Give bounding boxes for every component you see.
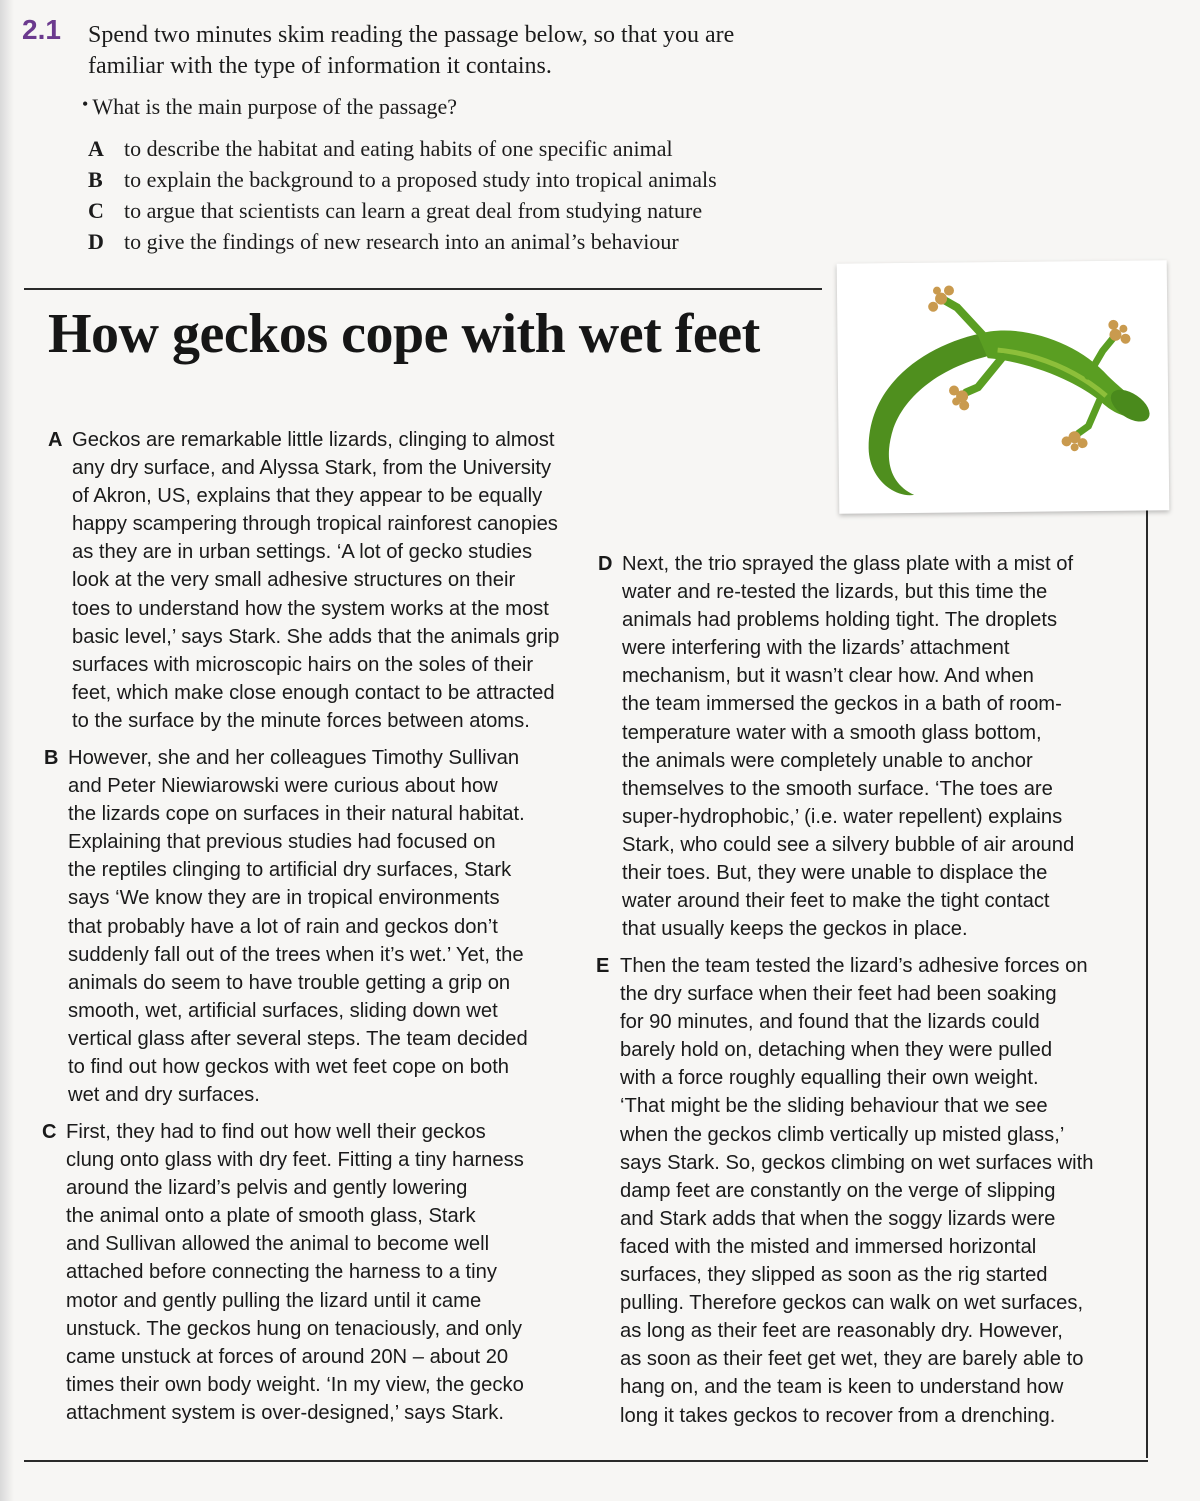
- text-line: motor and gently pulling the lizard until it came: [66, 1289, 482, 1312]
- text-line: Explaining that previous studies had focused on: [68, 831, 496, 854]
- paragraph-text: [620, 952, 1093, 1430]
- text-line: mechanism, but it wasn’t clear how. And when: [622, 665, 1034, 688]
- text-line: ‘That might be the sliding behaviour that we see: [620, 1095, 1048, 1118]
- question-text: What is the main purpose of the passage?: [92, 94, 458, 119]
- text-line: feet, which make close enough contact to be attracted: [72, 681, 555, 704]
- scan-edge-shadow: [0, 0, 14, 1501]
- text-line: clung onto glass with dry feet. Fitting a tiny harness: [66, 1149, 524, 1172]
- text-line: toes to understand how the system works at the most: [72, 597, 549, 620]
- text-line: look at the very small adhesive structures on their: [72, 569, 516, 592]
- text-line: came unstuck at forces of around 20N – about 20: [66, 1345, 509, 1368]
- text-line: attached before connecting the harness to a tiny: [66, 1261, 497, 1284]
- instruction-line: familiar with the type of information it contains.: [88, 53, 552, 79]
- text-line: temperature water with a smooth glass bottom,: [622, 721, 1042, 744]
- text-line: when the geckos climb vertically up misted glass,’: [620, 1123, 1065, 1146]
- text-line: water around their feet to make the tight contact: [622, 890, 1050, 913]
- option-text: to describe the habitat and eating habits of one specific animal: [124, 136, 673, 161]
- instruction-line: Spend two minutes skim reading the passage below, so that you are: [88, 22, 735, 48]
- option-a[interactable]: [88, 136, 717, 167]
- text-line: attachment system is over-designed,’ says Stark.: [66, 1401, 504, 1424]
- question: [82, 94, 457, 120]
- text-line: and Sullivan allowed the animal to become well: [66, 1233, 490, 1256]
- paragraph-label: D: [598, 553, 613, 575]
- paragraph-text: [68, 744, 528, 1109]
- paragraph-label: B: [44, 747, 59, 769]
- text-line: unstuck. The geckos hung on tenaciously, and only: [66, 1317, 523, 1340]
- text-line: animals had problems holding tight. The droplets: [622, 609, 1058, 632]
- text-line: of Akron, US, explains that they appear to be equally: [72, 485, 543, 508]
- text-line: pulling. Therefore geckos can walk on wet surfaces,: [620, 1292, 1084, 1315]
- gecko-icon: [837, 260, 1170, 513]
- text-line: faced with the misted and immersed horizontal: [620, 1235, 1037, 1258]
- text-line: that usually keeps the geckos in place.: [622, 918, 968, 941]
- text-line: the dry surface when their feet had been soaking: [620, 983, 1057, 1006]
- text-line: Then the team tested the lizard’s adhesive forces on: [620, 955, 1088, 977]
- text-line: around the lizard’s pelvis and gently lowering: [66, 1177, 468, 1200]
- text-line: to find out how geckos with wet feet cope on both: [68, 1056, 510, 1079]
- text-line: and Peter Niewiarowski were curious about how: [68, 775, 498, 798]
- text-line: animals do seem to have trouble getting a grip on: [68, 971, 511, 994]
- text-line: were interfering with the lizards’ attachment: [622, 637, 1010, 660]
- exercise-instruction: [88, 20, 888, 82]
- text-line: suddenly fall out of the trees when it’s wet.’ Yet, the: [68, 943, 524, 966]
- bullet-icon: •: [82, 94, 89, 114]
- article-right-rule: [1146, 508, 1148, 1458]
- text-line: Geckos are remarkable little lizards, clinging to almost: [72, 429, 555, 451]
- text-line: their toes. But, they were unable to displace the: [622, 862, 1048, 885]
- gecko-photo: [837, 260, 1170, 513]
- text-line: and Stark adds that when the soggy lizards were: [620, 1207, 1056, 1230]
- text-line: Next, the trio sprayed the glass plate with a mist of: [622, 553, 1074, 575]
- text-line: times their own body weight. ‘In my view, the gecko: [66, 1373, 524, 1396]
- text-line: to the surface by the minute forces between atoms.: [72, 709, 530, 732]
- option-letter: C: [88, 198, 104, 223]
- option-text: to explain the background to a proposed study into tropical animals: [124, 167, 717, 192]
- text-line: barely hold on, detaching when they were pulled: [620, 1039, 1053, 1062]
- text-line: for 90 minutes, and found that the lizards could: [620, 1011, 1040, 1034]
- text-line: surfaces, they slipped as soon as the rig started: [620, 1264, 1048, 1287]
- text-line: the lizards cope on surfaces in their natural habitat.: [68, 803, 525, 826]
- article-title: How geckos cope with wet feet: [48, 303, 760, 365]
- option-letter: D: [88, 229, 104, 254]
- text-line: basic level,’ says Stark. She adds that the animals grip: [72, 625, 560, 648]
- text-line: happy scampering through tropical rainforest canopies: [72, 513, 558, 536]
- text-line: damp feet are constantly on the verge of slipping: [620, 1179, 1056, 1202]
- option-letter: B: [88, 167, 103, 192]
- paragraph-text: [622, 550, 1074, 943]
- text-line: says Stark. So, geckos climbing on wet surfaces with: [620, 1151, 1094, 1174]
- option-b[interactable]: [88, 167, 717, 198]
- paragraph-text: [72, 426, 559, 735]
- text-line: the animal onto a plate of smooth glass, Stark: [66, 1205, 476, 1228]
- text-line: as soon as their feet get wet, they are barely able to: [620, 1348, 1084, 1371]
- text-line: with a force roughly equalling their own weight.: [620, 1067, 1039, 1090]
- text-line: vertical glass after several steps. The team decided: [68, 1027, 528, 1050]
- paragraph-label: A: [48, 429, 63, 451]
- paragraph-label: C: [42, 1121, 57, 1143]
- text-line: that probably have a lot of rain and geckos don’t: [68, 915, 498, 938]
- option-text: to argue that scientists can learn a great deal from studying nature: [124, 198, 703, 223]
- text-line: First, they had to find out how well their geckos: [66, 1121, 486, 1143]
- exercise-number: 2.1: [22, 14, 61, 45]
- paragraph-text: [66, 1118, 524, 1427]
- text-line: super-hydrophobic,’ (i.e. water repellent) explains: [622, 805, 1063, 828]
- option-text: to give the findings of new research into an animal’s behaviour: [124, 229, 679, 254]
- answer-options: [88, 136, 717, 260]
- text-line: any dry surface, and Alyssa Stark, from the University: [72, 457, 552, 480]
- text-line: water and re-tested the lizards, but this time the: [622, 581, 1048, 604]
- text-line: themselves to the smooth surface. ‘The toes are: [622, 777, 1053, 800]
- text-line: wet and dry surfaces.: [68, 1084, 260, 1107]
- option-letter: A: [88, 136, 104, 161]
- option-c[interactable]: [88, 198, 717, 229]
- text-line: surfaces with microscopic hairs on the soles of their: [72, 653, 534, 676]
- text-line: the reptiles clinging to artificial dry surfaces, Stark: [68, 859, 512, 882]
- text-line: as they are in urban settings. ‘A lot of gecko studies: [72, 541, 533, 564]
- text-line: Stark, who could see a silvery bubble of air around: [622, 833, 1075, 856]
- text-line: as long as their feet are reasonably dry. However,: [620, 1320, 1063, 1343]
- text-line: the team immersed the geckos in a bath of room-: [622, 693, 1062, 716]
- text-line: long it takes geckos to recover from a drenching.: [620, 1404, 1056, 1427]
- text-line: the animals were completely unable to anchor: [622, 749, 1033, 772]
- text-line: hang on, and the team is keen to understand how: [620, 1376, 1064, 1399]
- text-line: says ‘We know they are in tropical environments: [68, 887, 500, 910]
- text-line: However, she and her colleagues Timothy Sullivan: [68, 747, 520, 769]
- paragraph-label: E: [596, 955, 610, 977]
- option-d[interactable]: [88, 229, 717, 260]
- text-line: smooth, wet, artificial surfaces, sliding down wet: [68, 999, 498, 1022]
